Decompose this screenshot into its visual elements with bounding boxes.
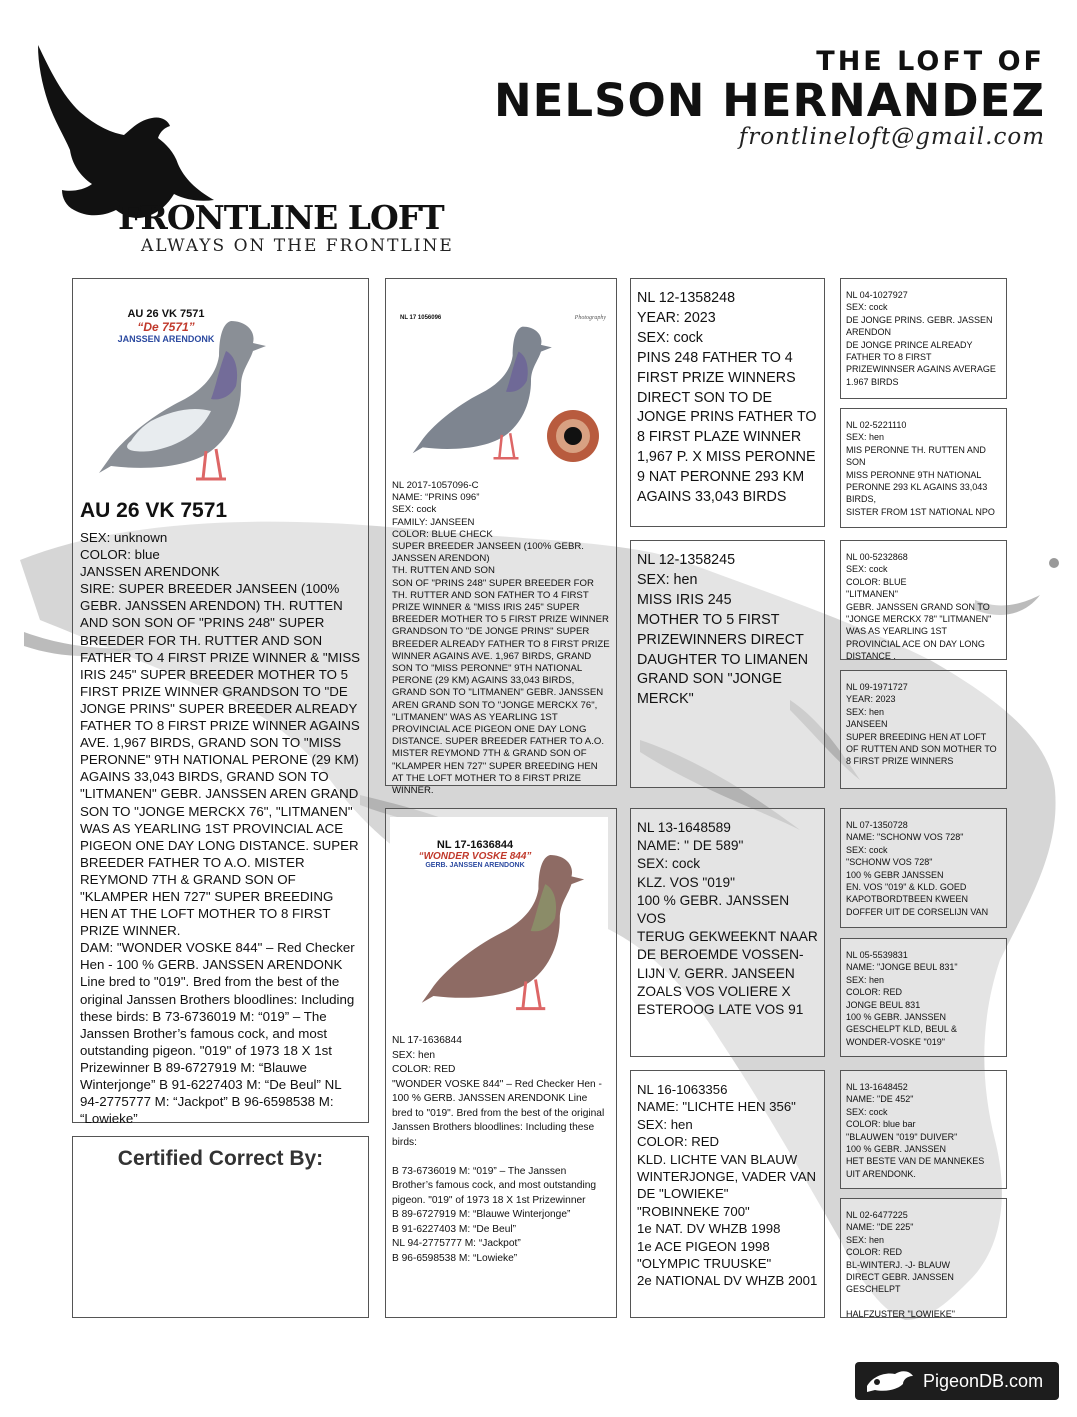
- email-address[interactable]: frontlineloft@gmail.com: [738, 124, 1045, 150]
- pigeondb-badge[interactable]: [855, 1362, 1059, 1400]
- owner-name: NELSON HERNANDEZ: [494, 74, 1045, 127]
- main-photo-ring: AU 26 VK 7571: [127, 308, 205, 320]
- grandparent-card-3: NL 13-1648589 NAME: " DE 589" SEX: cock KLZ. VOS "019" 100 % GEBR. JANSSEN VOS TERUG GEKWEEKNT NAAR DE BEROEMDE VOSSEN-LIJN V. GERR. JANSEEN ZOALS VOS VOLIERE X ESTEROOG LATE VOS 91: [630, 808, 825, 1057]
- pigeon-silhouette-icon: [406, 307, 556, 467]
- grandparent-card-2: NL 12-1358245 SEX: hen MISS IRIS 245 MOTHER TO 5 FIRST PRIZEWINNERS DIRECT DAUGHTER TO LIMANEN GRAND SON "JONGE MERCK": [630, 540, 825, 788]
- great-grandparent-card-6: NL 05-5539831 NAME: "JONGE BEUL 831" SEX: hen COLOR: RED JONGE BEUL 831 100 % GEBR. JANSSEN GESCHELPT KLD, BEUL & WONDER-VOSKE "019": [840, 938, 1007, 1057]
- pigeondb-logo-icon: [863, 1368, 915, 1394]
- sire-photo: [392, 285, 610, 470]
- certified-label: Certified Correct By:: [117, 1147, 324, 1170]
- pigeondb-label: PigeonDB.com: [923, 1371, 1044, 1391]
- grandparent-card-4: NL 16-1063356 NAME: "LICHTE HEN 356" SEX: hen COLOR: RED KLD. LICHTE VAN BLAUW WINTERJONGE, VADER VAN DE "LOWIEKE" "ROBINNEKE 700" 1e NAT. DV WHZB 1998 1e ACE PIGEON 1998 "OLYMPIC TRUUSKE" 2e NATIONAL DV WHZB 2001: [630, 1070, 825, 1318]
- dam-photo-ring: NL 17-1636844: [436, 839, 514, 851]
- main-bird-details: SEX: unknown COLOR: blue JANSSEN ARENDONK SIRE: SUPER BREEDER JANSEEN (100% GEBR. JANSSEN ARENDON) TH. RUTTEN AND SON SON OF "PRINS 248" SUPER BREEDER FOR TH. RUTTER AND SON FATHER TO 4 FIRST PRIZE WINNER & "MISS IRIS 245" SUPER BREEDER MOTHER TO 5 FIRST PRIZE WINNER GRANDSON TO "DE JONGE PRINS" SUPER BREEDER ALREADY FATHER TO 8 FIRST PRIZE WINNER AGAINS AVE. 1,967 BIRDS, GRAND SON TO "MISS PERONNE" 9TH NATIONAL PERONE (29 KM) AGAINS 33,043 BIRDS, GRAND SON TO "LITMANEN" GEBR. JANSSEN AREN GRAND SON TO "JONGE MERCKX 76", "LITMANEN" WAS AS YEARLING 1ST PROVINCIAL ACE PIGEON ONE DAY LONG DISTANCE. SUPER BREEDER FATHER TO A.O. MISTER REYMOND 7TH & GRAND SON OF "KLAMPER HEN 727" SUPER BREEDING HEN AT THE LOFT MOTHER TO 8 FIRST PRIZE WINNER. DAM: "WONDER VOSKE 844" – Red Checker Hen - 100 % GERB. JANSSEN ARENDONK Line bred to "019". Bred from the best of the original Janssen Brothers bloodlines: Including these birds: B 73-6736019 M: “019” – The Janssen Brother’s famous cock, and most outstanding pigeon. "019" of 1973 18 X 1st Prizewinner B 89-6727919 M: “Blauwe Winterjonge” B 91-6227403 M: “De Beul” NL 94-2775777 M: “Jackpot” B 96-6598538 M: “Lowieke”: [80, 530, 361, 1127]
- dam-photo-breed: GERB. JANSSEN ARENDONK: [425, 862, 525, 869]
- sire-photo-ring: NL 17 1056096: [400, 315, 442, 321]
- great-grandparent-card-7: NL 13-1648452 NAME: "DE 452" SEX: cock COLOR: blue bar "BLAUWEN "019" DUIVER" 100 % GEBR. JANSSEN HET BESTE VAN DE MANNEKES UIT ARENDONK.: [840, 1070, 1007, 1189]
- main-bird-photo: [81, 286, 293, 491]
- main-photo-name: “De 7571”: [137, 320, 195, 334]
- certified-box: [72, 1136, 369, 1318]
- logo-subtitle: ALWAYS ON THE FRONTLINE: [141, 236, 454, 256]
- logo-title: FRONTLINE LOFT: [118, 198, 444, 237]
- great-grandparent-card-4: NL 09-1971727 YEAR: 2023 SEX: hen JANSEEN SUPER BREEDING HEN AT LOFT OF RUTTEN AND SON MOTHER TO 8 FIRST PRIZE WINNERS: [840, 670, 1007, 789]
- dam-details: NL 17-1636844 SEX: hen COLOR: RED "WONDER VOSKE 844" – Red Checker Hen - 100 % GERB. JANSSEN ARENDONK Line bred to "019". Bred from the best of the original Janssen Brothers bloodlines: Including these birds: B 73-6736019 M: “019” – The Janssen Brother’s famous cock, and most outstanding pigeon. "019" of 1973 18 X 1st Prizewinner B 89-6727919 M: “Blauwe Winterjonge” B 91-6227403 M: “De Beul” NL 94-2775777 M: “Jackpot” B 96-6598538 M: “Lowieke”: [392, 1035, 605, 1264]
- sire-details: NL 2017-1057096-C NAME: “PRINS 096” SEX: cock FAMILY: JANSEEN COLOR: BLUE CHECK SUPER BREEDER JANSEEN (100% GEBR. JANSSEN ARENDON) TH. RUTTEN AND SON SON OF "PRINS 248" SUPER BREEDER FOR TH. RUTTER AND SON FATHER TO 4 FIRST PRIZE WINNER & "MISS IRIS 245" SUPER BREEDER MOTHER TO 5 FIRST PRIZE WINNER GRANDSON TO "DE JONGE PRINS" SUPER BREEDER ALREADY FATHER TO 8 FIRST PRIZE WINNER AGAINS AVE. 1,967 BIRDS, GRAND SON TO "MISS PERONNE" 9TH NATIONAL PERONE (29 KM) AGAINS 33,043 BIRDS, GRAND SON TO "LITMANEN" GEBR. JANSSEN AREN GRAND SON TO "JONGE MERCKX 76", "LITMANEN" WAS AS YEARLING 1ST PROVINCIAL ACE PIGEON ONE DAY LONG DISTANCE. SUPER BREEDER FATHER TO A.O. MISTER REYMOND 7TH & GRAND SON OF "KLAMPER HEN 727" SUPER BREEDING HEN AT THE LOFT MOTHER TO 8 FIRST PRIZE WINNER.: [392, 480, 610, 797]
- grandparent-card-1: NL 12-1358248 YEAR: 2023 SEX: cock PINS 248 FATHER TO 4 FIRST PRIZE WINNERS DIRECT SON TO DE JONGE PRINS FATHER TO 8 FIRST PLAZE WINNER 1,967 P. X MISS PERONNE 9 NAT PERONNE 293 KM AGAINS 33,043 BIRDS: [630, 278, 825, 527]
- great-grandparent-card-5: NL 07-1350728 NAME: "SCHONW VOS 728" SEX: cock "SCHONW VOS 728" 100 % GEBR JANSSEN EN. VOS "019" & KLD. GOED KAPOTBORDTBEEN KWEEN DOFFER UIT DE CORSELIJN VAN: [840, 808, 1007, 928]
- great-grandparent-card-1: NL 04-1027927 SEX: cock DE JONGE PRINS. GEBR. JASSEN ARENDON DE JONGE PRINCE ALREADY FATHER TO 8 FIRST PRIZEWINNSER AGAINS AVERAGE 1.967 BIRDS: [840, 278, 1007, 399]
- great-grandparent-card-8: NL 02-6477225 NAME: "DE 225" SEX: hen COLOR: RED BL-WINTERJ. -J- BLAUW DIRECT GEBR. JANSSEN GESCHELPT HALFZUSTER "LOWIEKE": [840, 1198, 1007, 1318]
- sire-photo-credit: Photography: [574, 315, 606, 321]
- pigeon-silhouette-icon: [414, 833, 589, 1018]
- dam-photo-name: “WONDER VOSKE 844”: [418, 851, 532, 862]
- pigeon-silhouette-icon: [91, 301, 271, 486]
- main-photo-breed: JANSSEN ARENDONK: [117, 334, 215, 344]
- main-bird-card: [72, 278, 369, 1127]
- dam-photo: [390, 817, 608, 1025]
- main-bird-ring: AU 26 VK 7571: [80, 499, 228, 522]
- the-loft-of-heading: THE LOFT OF: [816, 46, 1045, 77]
- great-grandparent-card-2: NL 02-5221110 SEX: hen MIS PERONNE TH. RUTTEN AND SON MISS PERONNE 9TH NATIONAL PERONNE 293 KL AGAINS 33,043 BIRDS, SISTER FROM 1ST NATIONAL NPO: [840, 408, 1007, 528]
- pigeon-eye-icon: [546, 409, 600, 463]
- great-grandparent-card-3: NL 00-5232868 SEX: cock COLOR: BLUE "LITMANEN" GEBR. JANSSEN GRAND SON TO "JONGE MERCKX 78" "LITMANEN" WAS AS YEARLING 1ST PROVINCIAL ACE ON DAY LONG DISTANCE .: [840, 540, 1007, 660]
- dam-card: [385, 808, 617, 1318]
- sire-card: [385, 278, 617, 797]
